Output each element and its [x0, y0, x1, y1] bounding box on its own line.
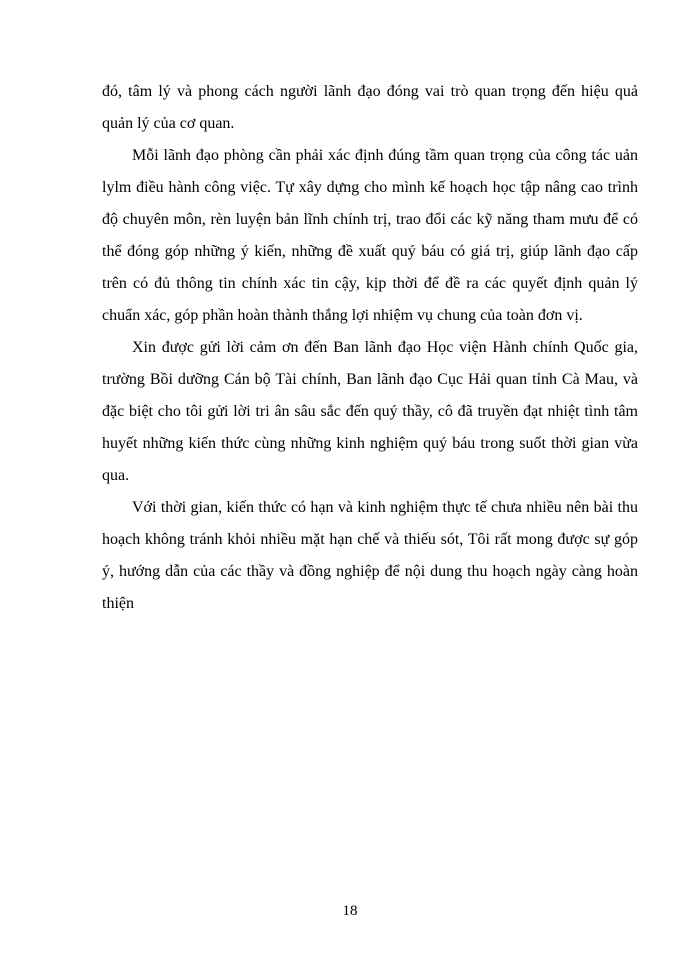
paragraph-leadership-role: Mỗi lãnh đạo phòng cần phải xác định đúng tầm quan trọng của công tác uản lylm điều hành công việc. Tự xây dựng cho mình kế hoạch học tập nâng cao trình độ chuyên môn, rèn luyện bản lĩnh chính trị, trao đổi các kỹ năng tham mưu để có thể đóng góp những ý kiến, những đề xuất quý báu có giá trị, giúp lãnh đạo cấp trên có đủ thông tin chính xác tin cậy, kịp thời để đề ra các quyết định quản lý chuẩn xác, góp phần hoàn thành thắng lợi nhiệm vụ chung của toàn đơn vị. [102, 147, 638, 324]
page-number: 18 [342, 903, 358, 919]
document-body [102, 76, 638, 620]
paragraph-continuation: đó, tâm lý và phong cách người lãnh đạo đóng vai trò quan trọng đến hiệu quả quản lý của cơ quan. [102, 83, 638, 132]
paragraph-acknowledgements: Xin được gửi lời cảm ơn đến Ban lãnh đạo Học viện Hành chính Quốc gia, trường Bồi dưỡng Cán bộ Tài chính, Ban lãnh đạo Cục Hải quan tỉnh Cà Mau, và đặc biệt cho tôi gửi lời tri ân sâu sắc đến quý thầy, cô đã truyền đạt nhiệt tình tâm huyết những kiến thức cùng những kinh nghiệm quý báu trong suốt thời gian vừa qua. [102, 339, 638, 484]
paragraph-closing: Với thời gian, kiến thức có hạn và kinh nghiệm thực tế chưa nhiều nên bài thu hoạch không tránh khỏi nhiều mặt hạn chế và thiếu sót, Tôi rất mong được sự góp ý, hướng dẫn của các thầy và đồng nghiệp để nội dung thu hoạch ngày càng hoàn thiện [102, 499, 638, 612]
